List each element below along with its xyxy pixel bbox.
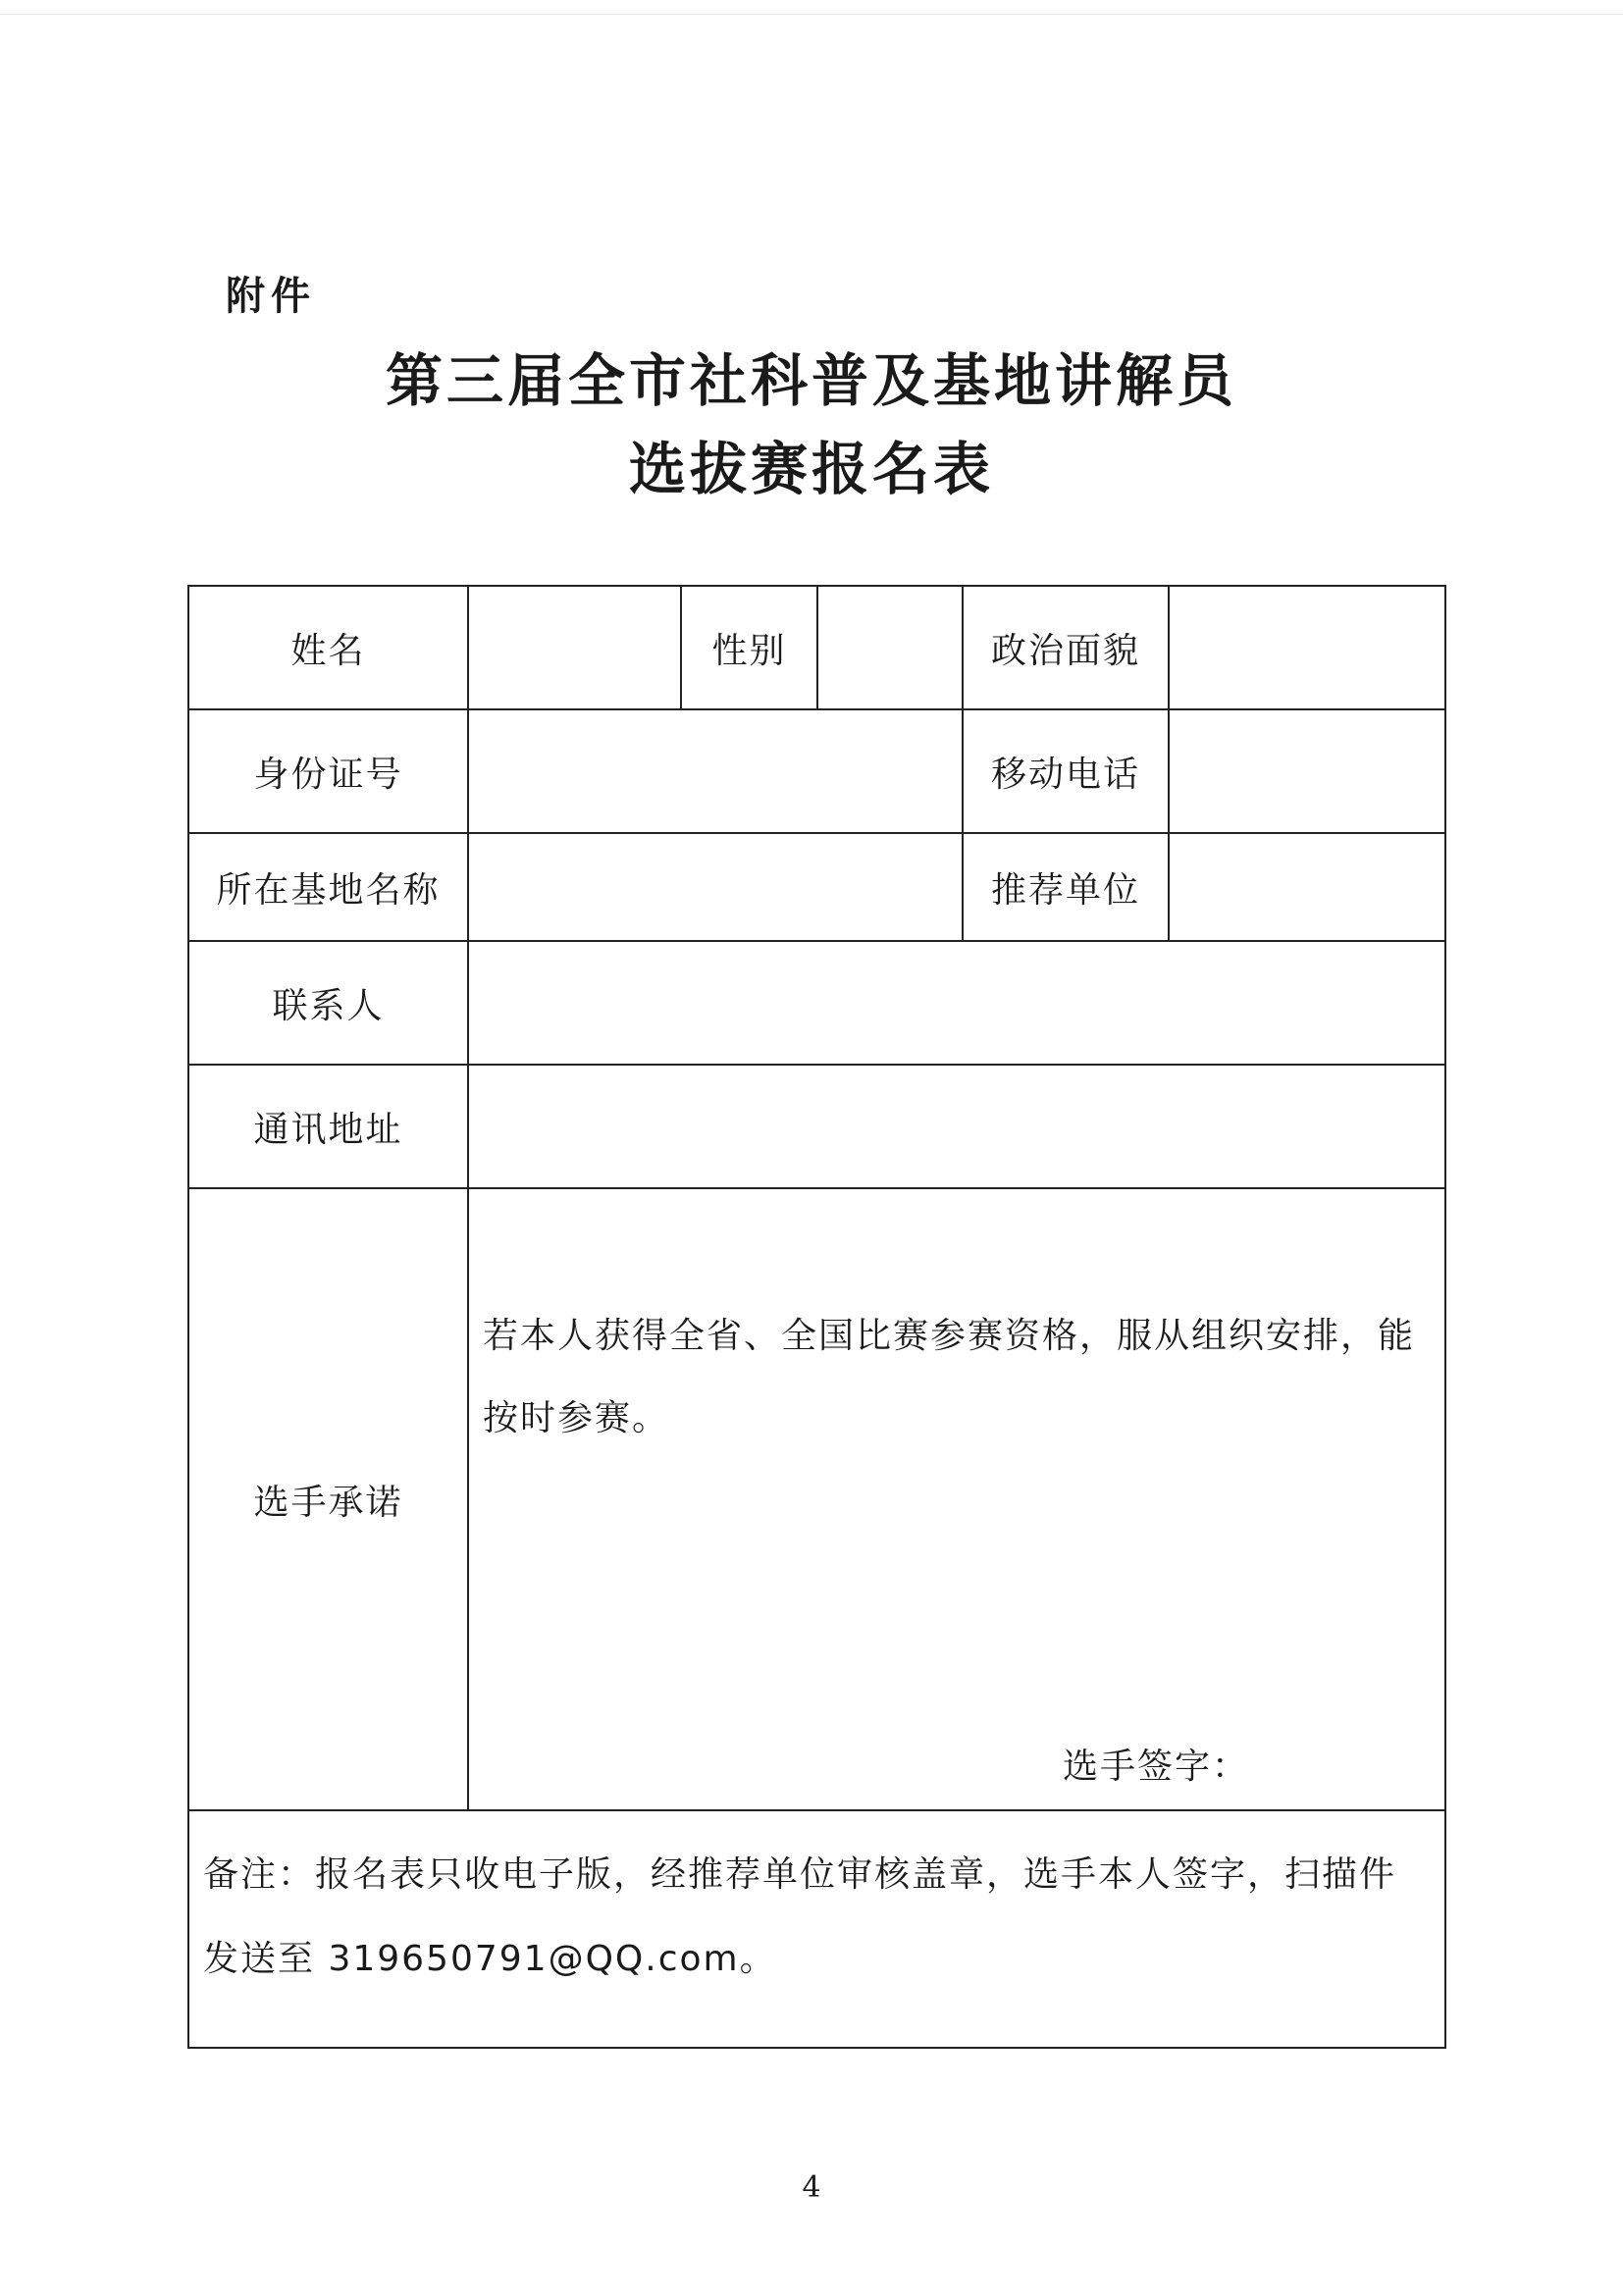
form-row-note — [188, 1810, 1445, 2048]
recommending-unit-label: 推荐单位 — [963, 833, 1169, 941]
political-status-field[interactable] — [1169, 586, 1445, 709]
mobile-phone-field[interactable] — [1169, 709, 1445, 833]
form-row-contact — [188, 941, 1445, 1065]
mailing-address-field[interactable] — [468, 1065, 1445, 1188]
registration-form — [187, 585, 1446, 2049]
mailing-address-label: 通讯地址 — [188, 1065, 468, 1188]
form-row-address — [188, 1065, 1445, 1188]
id-number-field[interactable] — [468, 709, 963, 833]
gender-label: 性别 — [681, 586, 817, 709]
form-row-pledge — [188, 1188, 1445, 1810]
title-line-1: 第三届全市社科普及基地讲解员 — [385, 347, 1237, 414]
gender-field[interactable] — [817, 586, 963, 709]
recommending-unit-field[interactable] — [1169, 833, 1445, 941]
mobile-phone-label: 移动电话 — [963, 709, 1169, 833]
note-cell — [188, 1810, 1445, 2048]
signature-label: 选手签字： — [1063, 1747, 1250, 1787]
base-name-field[interactable] — [468, 833, 963, 941]
political-status-label: 政治面貌 — [963, 586, 1169, 709]
contact-person-field[interactable] — [468, 941, 1445, 1065]
contact-person-label: 联系人 — [188, 941, 468, 1065]
id-number-label: 身份证号 — [188, 709, 468, 833]
pledge-label: 选手承诺 — [188, 1188, 468, 1810]
form-row-id — [188, 709, 1445, 833]
form-row-name — [188, 586, 1445, 709]
base-name-label: 所在基地名称 — [188, 833, 468, 941]
name-field[interactable] — [468, 586, 681, 709]
attachment-label: 附件 — [226, 274, 316, 319]
pledge-text: 若本人获得全省、全国比赛参赛资格，服从组织安排，能按时参赛。 — [483, 1316, 1416, 1438]
top-rule — [0, 14, 1623, 15]
note-text: 备注：报名表只收电子版，经推荐单位审核盖章，选手本人签字，扫描件发送至 319650791@QQ.com。 — [203, 1854, 1397, 1979]
form-row-base — [188, 833, 1445, 941]
name-label: 姓名 — [188, 586, 468, 709]
page-number: 4 — [802, 2170, 821, 2205]
title-line-2: 选拔赛报名表 — [628, 436, 994, 502]
pledge-cell[interactable] — [468, 1188, 1445, 1810]
